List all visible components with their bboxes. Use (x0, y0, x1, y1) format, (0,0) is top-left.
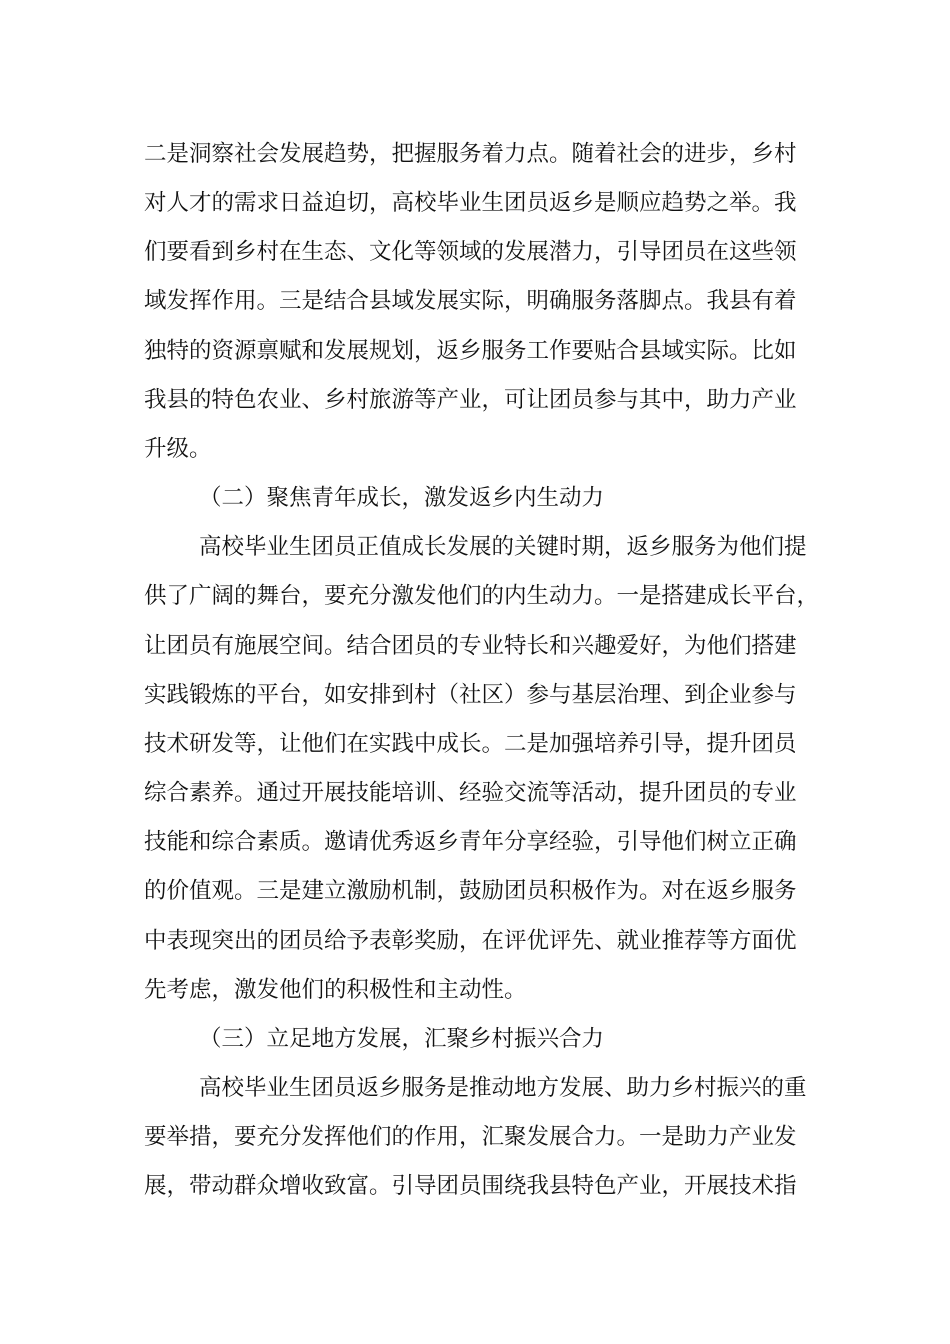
paragraph-line: 实践锻炼的平台，如安排到村（社区）参与基层治理、到企业参与 (144, 682, 797, 708)
paragraph-line: 的价值观。三是建立激励机制，鼓励团员积极作为。对在返乡服务 (144, 878, 797, 904)
paragraph-line: 们要看到乡村在生态、文化等领域的发展潜力，引导团员在这些领 (144, 239, 797, 265)
paragraph-line: 技术研发等，让他们在实践中成长。二是加强培养引导，提升团员 (144, 731, 797, 757)
section-heading: （三）立足地方发展，汇聚乡村振兴合力 (199, 1026, 605, 1052)
paragraph-line: 技能和综合素质。邀请优秀返乡青年分享经验，引导他们树立正确 (144, 829, 797, 855)
paragraph-line: 展，带动群众增收致富。引导团员围绕我县特色产业，开展技术指 (144, 1173, 797, 1199)
paragraph-line: 高校毕业生团员返乡服务是推动地方发展、助力乡村振兴的重 (199, 1075, 807, 1101)
paragraph-line: 先考虑，激发他们的积极性和主动性。 (144, 977, 527, 1003)
paragraph-line: 要举措，要充分发挥他们的作用，汇聚发展合力。一是助力产业发 (144, 1124, 797, 1150)
section-heading: （二）聚焦青年成长，激发返乡内生动力 (199, 485, 605, 511)
paragraph-line: 升级。 (144, 436, 212, 462)
paragraph-line: 二是洞察社会发展趋势，把握服务着力点。随着社会的进步，乡村 (144, 141, 797, 167)
paragraph-line: 高校毕业生团员正值成长发展的关键时期，返乡服务为他们提 (199, 534, 807, 560)
paragraph-line: 供了广阔的舞台，要充分激发他们的内生动力。一是搭建成长平台， (144, 583, 820, 609)
paragraph-line: 中表现突出的团员给予表彰奖励，在评优评先、就业推荐等方面优 (144, 928, 797, 954)
paragraph-line: 综合素养。通过开展技能培训、经验交流等活动，提升团员的专业 (144, 780, 797, 806)
paragraph-line: 我县的特色农业、乡村旅游等产业，可让团员参与其中，助力产业 (144, 387, 797, 413)
paragraph-line: 独特的资源禀赋和发展规划，返乡服务工作要贴合县域实际。比如 (144, 338, 797, 364)
paragraph-line: 对人才的需求日益迫切，高校毕业生团员返乡是顺应趋势之举。我 (144, 190, 797, 216)
paragraph-line: 让团员有施展空间。结合团员的专业特长和兴趣爱好，为他们搭建 (144, 633, 797, 659)
paragraph-line: 域发挥作用。三是结合县域发展实际，明确服务落脚点。我县有着 (144, 288, 797, 314)
